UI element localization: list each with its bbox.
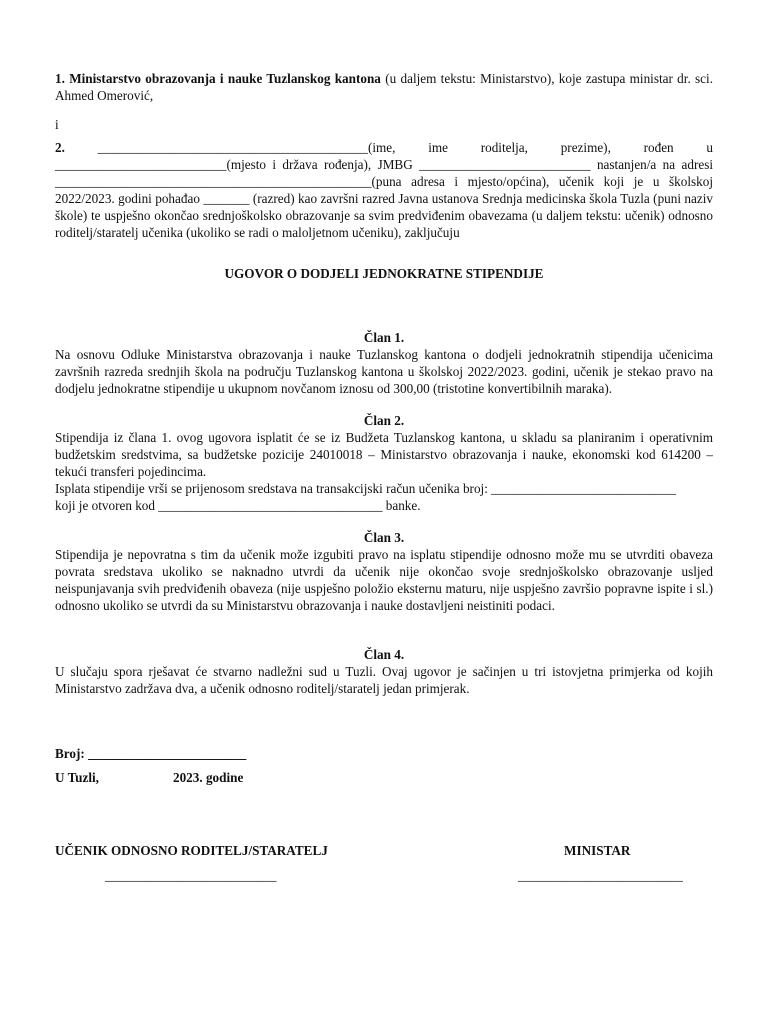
article-1 <box>55 329 713 397</box>
party-one-details: (u daljem tekstu: Ministarstvo), koje zastupa ministar dr. sci. Ahmed Omerović, <box>55 71 713 103</box>
article-2-text: Stipendija iz člana 1. ovog ugovora isplatit će se iz Budžeta Tuzlanskog kantona, u skladu sa planiranim i operativnim budžetskim sredstvima, sa budžetske pozicije 24010018 – Ministarstvo obrazovanja i nauke, ekonomski kod 614200 – tekući transferi pojedincima. <box>55 430 713 479</box>
article-4-text: U slučaju spora rješavat će stvarno nadležni sud u Tuzli. Ovaj ugovor je sačinjen u tri istovjetna primjerka od kojih Ministarstvo zadržava dva, a učenik odnosno roditelj/staratelj jedan primjerak. <box>55 664 713 696</box>
party-one-name: 1. Ministarstvo obrazovanja i nauke Tuzlanskog kantona <box>55 71 381 86</box>
article-2-bank-line: koji je otvoren kod __________________________________ banke. <box>55 498 421 513</box>
document-title: UGOVOR O DODJELI JEDNOKRATNE STIPENDIJE <box>224 266 544 281</box>
article-4 <box>55 646 713 697</box>
article-3-title: Član 3. <box>363 530 405 545</box>
place-date <box>55 769 713 786</box>
article-2 <box>55 412 713 514</box>
minister-signature-line: _________________________ <box>518 868 683 883</box>
date-year: 2023. godine <box>172 770 244 785</box>
party-two-details: _________________________________________(ime, ime roditelja, prezime), rođen u __________________________(mjesto i država rođenja), JMBG __________________________ nastanjen/a na adresi ________________________________________________(puna adresa i mjesto/općina), učenik koji je u školskoj 2022/2023. godini pohađao _______ (razred) kao završni razred Javna ustanova Srednja medicinska škola Tuzla (puni naziv škole) te uspješno okončao srednjoškolsko obrazovanje sa svim predviđenim obavezama (u daljem tekstu: učenik) odnosno roditelj/staratelj učenika (ukoliko se radi o maloljetnom učeniku), zaključuju <box>55 140 713 240</box>
party-two-number: 2. <box>55 140 65 155</box>
article-3 <box>55 529 713 614</box>
article-2-account-line: Isplata stipendije vrši se prijenosom sredstava na transakcijski račun učenika broj: ____________________________ <box>55 481 676 496</box>
article-1-text: Na osnovu Odluke Ministarstva obrazovanja i nauke Tuzlanskog kantona o dodjeli jednokratnih stipendija učenicima završnih razreda srednjih škola na području Tuzlanskog kantona u školskoj 2022/2023. godini, učenik je stekao pravo na dodjelu jednokratne stipendije u ukupnom novčanom iznosu od 300,00 (tristotine konvertibilnih maraka). <box>55 347 713 396</box>
student-signature-line: __________________________ <box>105 868 277 883</box>
party-two-paragraph <box>55 139 713 241</box>
contract-document <box>55 70 713 786</box>
article-3-text: Stipendija je nepovratna s tim da učenik može izgubiti pravo na isplatu stipendije odnosno može mu se utvrditi obaveza povrata sredstava ukoliko se naknadno utvrdi da učenik nije okončao svoje srednjoškolsko obrazovanje usljed neispunjavanja svih predviđenih obaveza (nije uspješno položio eksternu maturu, nije uspješno završio popravne ispite i sl.) odnosno ukoliko se utvrdi da su Ministarstvu obrazovanja i nauke dostavljeni neistiniti podaci. <box>55 547 713 613</box>
student-signature-label: UČENIK ODNOSNO RODITELJ/STARATELJ <box>55 843 328 858</box>
conjunction: i <box>55 117 59 132</box>
article-2-title: Član 2. <box>363 413 405 428</box>
article-1-title: Član 1. <box>363 330 405 345</box>
party-one-paragraph <box>55 70 713 104</box>
place: U Tuzli, <box>55 770 99 785</box>
article-4-title: Član 4. <box>363 647 405 662</box>
document-number: Broj: ________________________ <box>55 746 247 761</box>
minister-signature-label: MINISTAR <box>564 843 631 858</box>
